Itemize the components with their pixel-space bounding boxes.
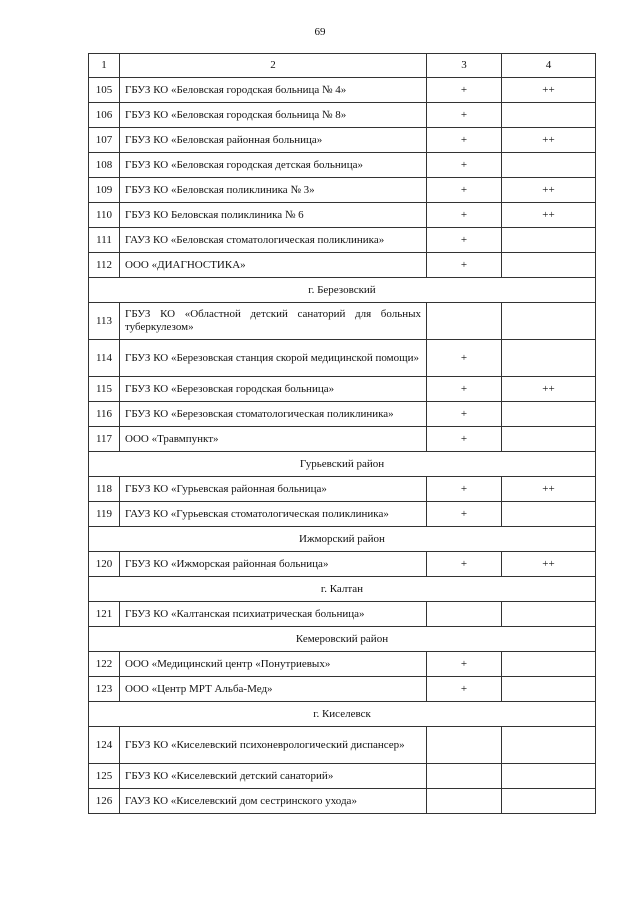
section-row	[89, 527, 596, 552]
table-header-row	[89, 54, 596, 78]
row-number: 110	[89, 203, 120, 228]
row-number: 122	[89, 652, 120, 677]
row-number: 107	[89, 128, 120, 153]
facility-name: ГАУЗ КО «Беловская стоматологическая поликлиника»	[120, 228, 427, 253]
row-number: 126	[89, 789, 120, 814]
row-number: 125	[89, 764, 120, 789]
row-number: 120	[89, 552, 120, 577]
section-title: Кемеровский район	[89, 627, 596, 652]
col3-mark	[427, 727, 502, 764]
table-row	[89, 203, 596, 228]
table-row	[89, 789, 596, 814]
col4-mark	[502, 502, 596, 527]
facility-name: ГБУЗ КО «Киселевский детский санаторий»	[120, 764, 427, 789]
section-title: г. Березовский	[89, 278, 596, 303]
col4-mark	[502, 303, 596, 340]
col4-mark: ++	[502, 178, 596, 203]
row-number: 119	[89, 502, 120, 527]
header-cell-3: 3	[427, 54, 502, 78]
table-row	[89, 764, 596, 789]
table-row	[89, 552, 596, 577]
col3-mark: +	[427, 103, 502, 128]
col3-mark: +	[427, 427, 502, 452]
col3-mark	[427, 303, 502, 340]
col3-mark	[427, 764, 502, 789]
section-title: Гурьевский район	[89, 452, 596, 477]
table-row	[89, 427, 596, 452]
facility-name: ГБУЗ КО «Березовская стоматологическая поликлиника»	[120, 402, 427, 427]
table-row	[89, 178, 596, 203]
row-number: 105	[89, 78, 120, 103]
row-number: 118	[89, 477, 120, 502]
col3-mark: +	[427, 228, 502, 253]
col3-mark: +	[427, 552, 502, 577]
table-row	[89, 153, 596, 178]
col4-mark	[502, 602, 596, 627]
section-title: г. Калтан	[89, 577, 596, 602]
table-row	[89, 402, 596, 427]
table-row	[89, 477, 596, 502]
table-row	[89, 677, 596, 702]
row-number: 109	[89, 178, 120, 203]
table-row	[89, 652, 596, 677]
col4-mark: ++	[502, 203, 596, 228]
facility-name: ГБУЗ КО «Беловская городская детская больница»	[120, 153, 427, 178]
col3-mark: +	[427, 677, 502, 702]
col4-mark	[502, 340, 596, 377]
col4-mark: ++	[502, 477, 596, 502]
row-number: 117	[89, 427, 120, 452]
table-row	[89, 303, 596, 340]
facility-name: ГБУЗ КО «Беловская городская больница № 4»	[120, 78, 427, 103]
facility-name: ГБУЗ КО «Калтанская психиатрическая больница»	[120, 602, 427, 627]
facility-name: ГБУЗ КО «Березовская городская больница»	[120, 377, 427, 402]
col4-mark	[502, 402, 596, 427]
header-cell-4: 4	[502, 54, 596, 78]
section-title: Ижморский район	[89, 527, 596, 552]
col3-mark: +	[427, 402, 502, 427]
section-row	[89, 577, 596, 602]
col4-mark: ++	[502, 128, 596, 153]
col3-mark: +	[427, 652, 502, 677]
col4-mark	[502, 764, 596, 789]
col4-mark: ++	[502, 78, 596, 103]
row-number: 124	[89, 727, 120, 764]
facility-name: ГБУЗ КО «Березовская станция скорой медицинской помощи»	[120, 340, 427, 377]
col3-mark: +	[427, 502, 502, 527]
facility-name: ГБУЗ КО «Беловская городская больница № 8»	[120, 103, 427, 128]
col4-mark	[502, 153, 596, 178]
table-row	[89, 502, 596, 527]
table-row	[89, 78, 596, 103]
row-number: 121	[89, 602, 120, 627]
row-number: 116	[89, 402, 120, 427]
section-row	[89, 278, 596, 303]
col3-mark: +	[427, 340, 502, 377]
col4-mark	[502, 253, 596, 278]
row-number: 106	[89, 103, 120, 128]
col3-mark: +	[427, 477, 502, 502]
section-row	[89, 452, 596, 477]
facility-name: ООО «Центр МРТ Альба-Мед»	[120, 677, 427, 702]
facility-name: ГБУЗ КО «Беловская поликлиника № 3»	[120, 178, 427, 203]
col4-mark	[502, 228, 596, 253]
facility-name: ГБУЗ КО «Киселевский психоневрологический диспансер»	[120, 727, 427, 764]
facility-name: ГБУЗ КО «Ижморская районная больница»	[120, 552, 427, 577]
col4-mark	[502, 652, 596, 677]
col3-mark: +	[427, 377, 502, 402]
col3-mark: +	[427, 153, 502, 178]
row-number: 112	[89, 253, 120, 278]
facility-name: ООО «ДИАГНОСТИКА»	[120, 253, 427, 278]
col3-mark	[427, 602, 502, 627]
col4-mark: ++	[502, 552, 596, 577]
col4-mark: ++	[502, 377, 596, 402]
row-number: 108	[89, 153, 120, 178]
table-row	[89, 128, 596, 153]
col3-mark: +	[427, 78, 502, 103]
facility-name: ГАУЗ КО «Гурьевская стоматологическая поликлиника»	[120, 502, 427, 527]
col4-mark	[502, 727, 596, 764]
facilities-table	[88, 53, 596, 814]
col3-mark	[427, 789, 502, 814]
facility-name: ГБУЗ КО Беловская поликлиника № 6	[120, 203, 427, 228]
row-number: 113	[89, 303, 120, 340]
facility-name: ГБУЗ КО «Беловская районная больница»	[120, 128, 427, 153]
row-number: 115	[89, 377, 120, 402]
col3-mark: +	[427, 178, 502, 203]
col4-mark	[502, 427, 596, 452]
section-title: г. Киселевск	[89, 702, 596, 727]
table-row	[89, 340, 596, 377]
col3-mark: +	[427, 128, 502, 153]
facility-name: ООО «Травмпункт»	[120, 427, 427, 452]
section-row	[89, 702, 596, 727]
row-number: 111	[89, 228, 120, 253]
facility-name: ООО «Медицинский центр «Понутриевых»	[120, 652, 427, 677]
table-row	[89, 377, 596, 402]
table-row	[89, 103, 596, 128]
table-row	[89, 228, 596, 253]
col3-mark: +	[427, 203, 502, 228]
header-cell-1: 1	[89, 54, 120, 78]
facility-name: ГБУЗ КО «Гурьевская районная больница»	[120, 477, 427, 502]
facility-name: ГАУЗ КО «Киселевский дом сестринского ухода»	[120, 789, 427, 814]
row-number: 123	[89, 677, 120, 702]
facility-name: ГБУЗ КО «Областной детский санаторий для больных туберкулезом»	[120, 303, 427, 340]
page-number: 69	[314, 26, 326, 38]
table-body	[89, 54, 596, 814]
table-row	[89, 727, 596, 764]
section-row	[89, 627, 596, 652]
row-number: 114	[89, 340, 120, 377]
table-row	[89, 253, 596, 278]
col4-mark	[502, 103, 596, 128]
header-cell-2: 2	[120, 54, 427, 78]
col4-mark	[502, 677, 596, 702]
col4-mark	[502, 789, 596, 814]
col3-mark: +	[427, 253, 502, 278]
table-row	[89, 602, 596, 627]
